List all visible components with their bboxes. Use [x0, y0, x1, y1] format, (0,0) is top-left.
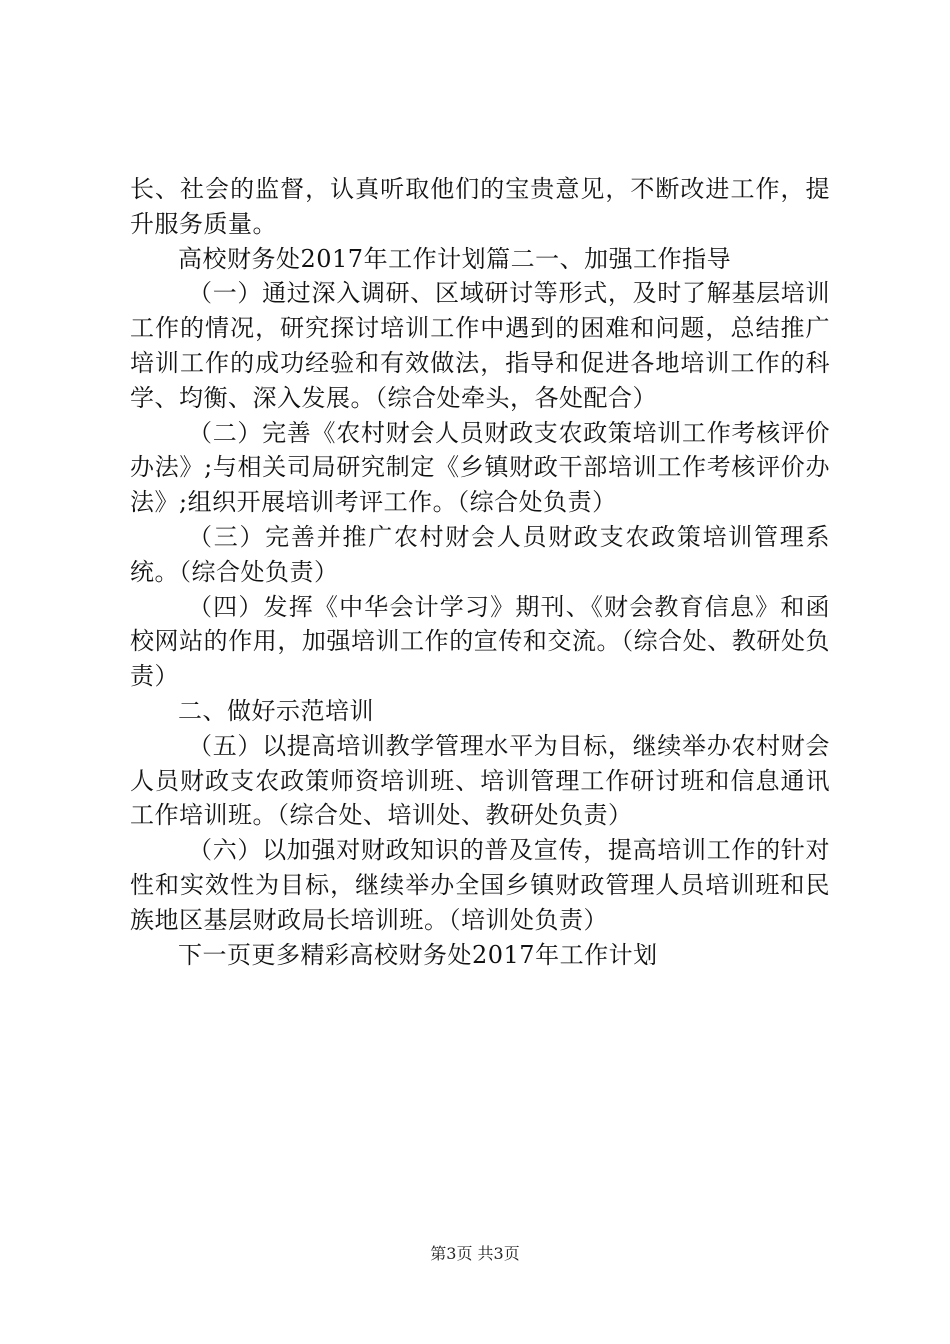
paragraph-item-2: （二）完善《农村财会人员财政支农政策培训工作考核评价办法》;与相关司局研究制定《乡镇财政干部培训工作考核评价办法》;组织开展培训考评工作。（综合处负责） [130, 418, 830, 517]
page-number: 第3页 共3页 [430, 1244, 520, 1263]
paragraph-item-1: （一）通过深入调研、区域研讨等形式，及时了解基层培训工作的情况，研究探讨培训工作中遇到的困难和问题，总结推广培训工作的成功经验和有效做法，指导和促进各地培训工作的科学、均衡、深入发展。（综合处牵头，各处配合） [130, 279, 830, 412]
paragraph-section-heading: 高校财务处2017年工作计划篇二一、加强工作指导 [178, 244, 732, 273]
paragraph-item-5: （五）以提高培训教学管理水平为目标，继续举办农村财会人员财政支农政策师资培训班、培训管理工作研讨班和信息通讯工作培训班。（综合处、培训处、教研处负责） [130, 731, 830, 830]
paragraph-section-heading-2: 二、做好示范培训 [178, 696, 374, 725]
paragraph-continuation: 长、社会的监督，认真听取他们的宝贵意见，不断改进工作，提升服务质量。 [130, 175, 830, 238]
paragraph-item-4: （四）发挥《中华会计学习》期刊、《财会教育信息》和函校网站的作用，加强培训工作的宣传和交流。（综合处、教研处负责） [130, 592, 830, 691]
paragraph-item-3: （三）完善并推广农村财会人员财政支农政策培训管理系统。（综合处负责） [130, 522, 830, 586]
paragraph-next-page-link: 下一页更多精彩高校财务处2017年工作计划 [178, 940, 658, 969]
paragraph-item-6: （六）以加强对财政知识的普及宣传，提高培训工作的针对性和实效性为目标，继续举办全国乡镇财政管理人员培训班和民族地区基层财政局长培训班。（培训处负责） [130, 836, 830, 934]
page-footer [0, 1244, 950, 1264]
document-body [130, 172, 830, 972]
